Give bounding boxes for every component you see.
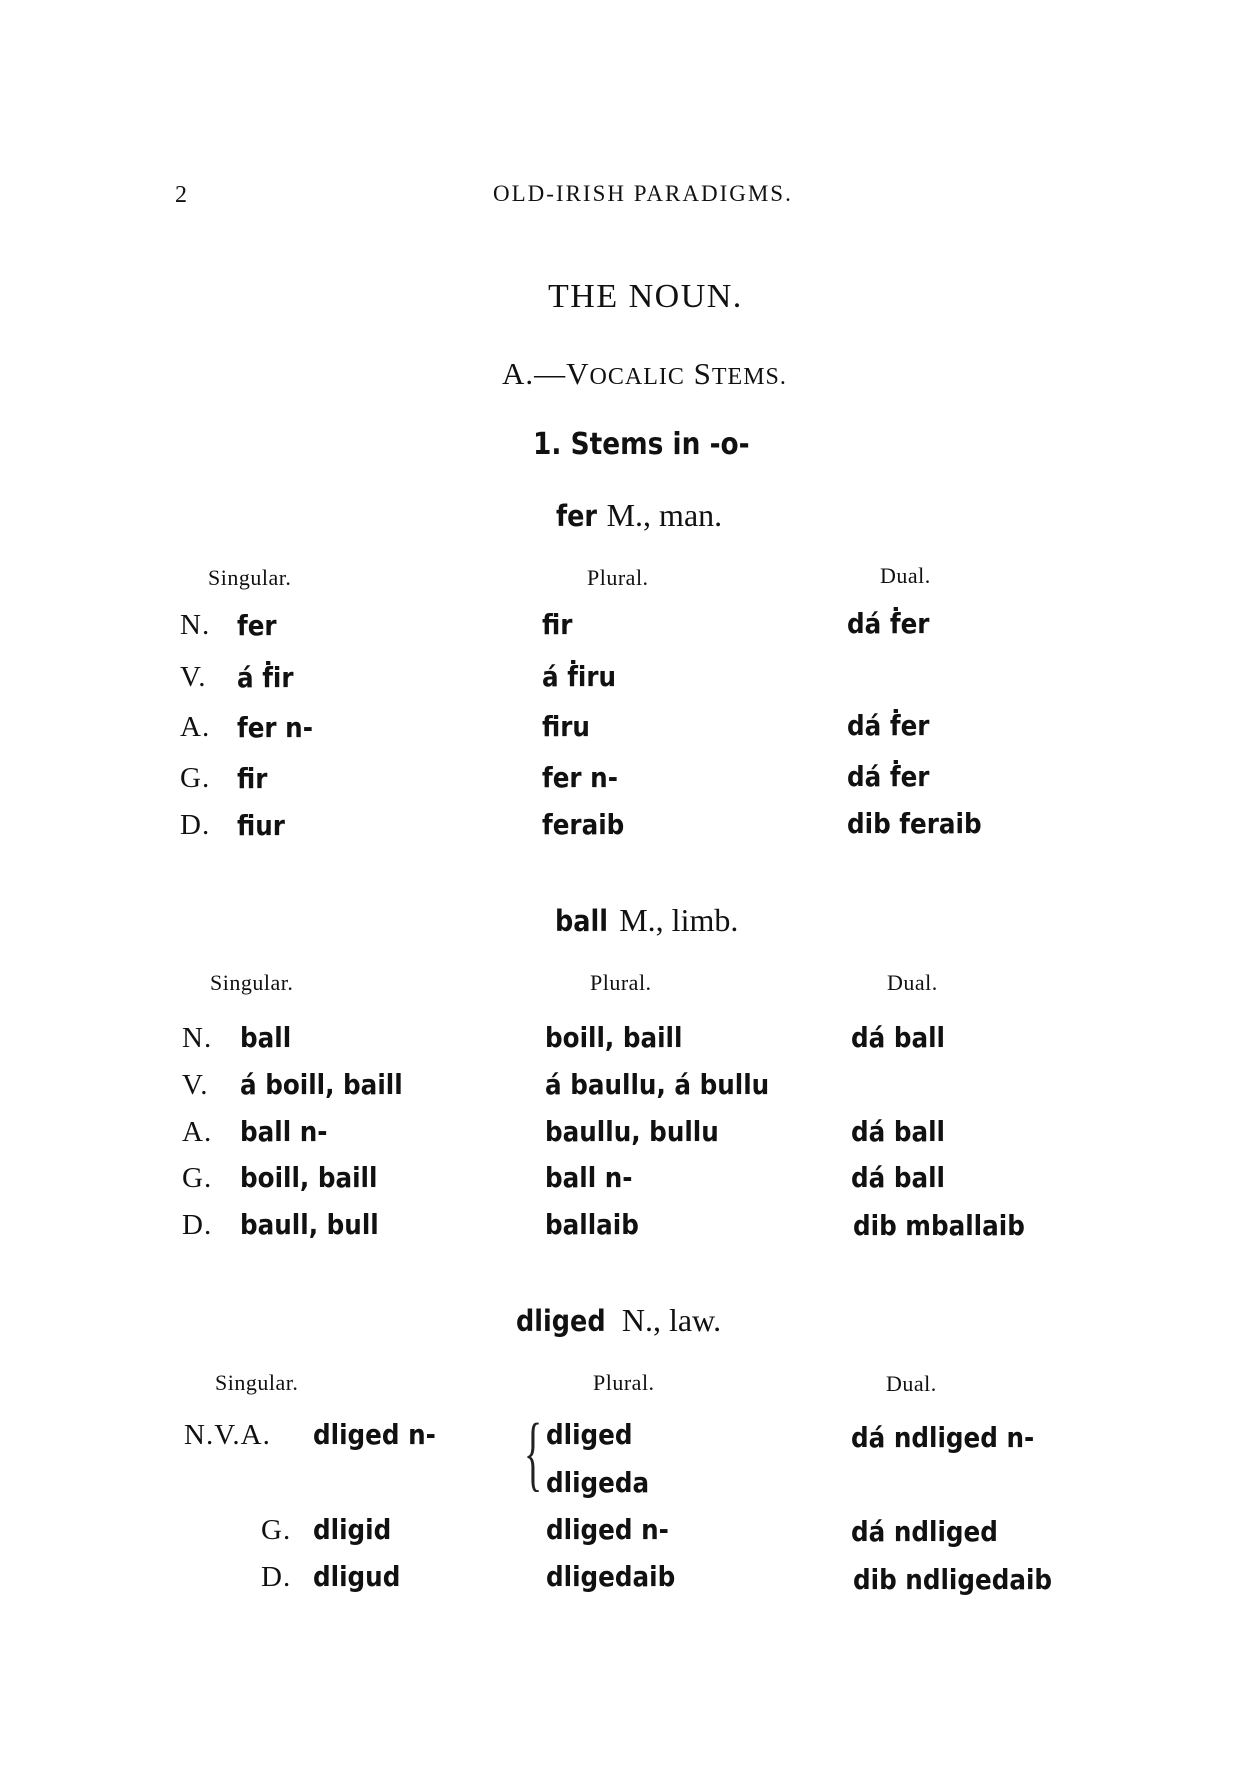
singular-form: dliged n- (313, 1418, 436, 1451)
singular-form: ball n- (240, 1115, 328, 1148)
section-heading (502, 356, 787, 392)
singular-form: boill, baill (240, 1161, 378, 1194)
plural-form: á baullu, á bullu (545, 1068, 770, 1101)
curly-brace: { (524, 1407, 543, 1500)
column-header-singular: Singular. (210, 970, 294, 995)
dual-form: dá ḟer (847, 607, 930, 640)
dual-form: dib mballaib (853, 1209, 1025, 1242)
plural-form: dligedaib (546, 1560, 676, 1593)
dual-form: dá ball (851, 1115, 946, 1148)
singular-form: fer n- (237, 711, 313, 744)
dual-form: dá ndliged n- (851, 1421, 1035, 1454)
plural-form: feraib (542, 808, 625, 841)
paradigm-title-dliged (516, 1302, 721, 1339)
case-label: G. (180, 762, 211, 794)
dual-form: dib feraib (847, 807, 982, 840)
plural-form: ball n- (545, 1161, 633, 1194)
singular-form: fiur (237, 809, 285, 842)
paradigm-title-fer (556, 497, 722, 534)
case-label: G. (261, 1514, 292, 1546)
column-header-dual: Dual. (887, 970, 938, 995)
dual-form: dá ball (851, 1161, 946, 1194)
paradigm-title-ball (555, 902, 738, 939)
case-label: N. (180, 609, 211, 641)
case-label: V. (182, 1069, 209, 1101)
column-header-singular: Singular. (215, 1370, 299, 1395)
case-label: A. (182, 1116, 213, 1148)
singular-form: fer (237, 609, 277, 642)
paradigm-gloss: M., limb. (619, 902, 739, 938)
column-header-plural: Plural. (587, 565, 649, 590)
case-label: D. (261, 1561, 292, 1593)
paradigm-word: ball (555, 904, 608, 938)
column-header-plural: Plural. (593, 1370, 655, 1395)
dual-form: dib ndligedaib (853, 1563, 1053, 1596)
case-label: V. (180, 661, 207, 693)
singular-form: dligid (313, 1513, 392, 1546)
singular-form: baull, bull (240, 1208, 379, 1241)
singular-form: ball (240, 1021, 292, 1054)
section-word-2-rest: TEMS. (711, 364, 787, 390)
singular-form: á boill, baill (240, 1068, 403, 1101)
singular-form: á ḟir (237, 661, 294, 694)
paradigm-gloss: M., man. (606, 497, 723, 533)
dual-form: dá ball (851, 1021, 946, 1054)
plural-form: baullu, bullu (545, 1115, 719, 1148)
section-word-2-initial: S (693, 356, 712, 391)
paradigm-gloss: N., law. (621, 1302, 722, 1338)
running-title: OLD-IRISH PARADIGMS. (493, 181, 793, 206)
dual-form: dá ndliged (851, 1515, 998, 1548)
plural-form: dliged (546, 1418, 633, 1451)
subsection-heading: 1. Stems in -o- (533, 427, 750, 462)
chapter-title: THE NOUN. (548, 278, 743, 315)
paradigm-word: fer (556, 499, 598, 533)
column-header-singular: Singular. (208, 565, 292, 590)
case-label: D. (180, 809, 211, 841)
plural-form: fir (542, 608, 573, 641)
column-header-dual: Dual. (880, 563, 931, 588)
plural-form: dliged n- (546, 1513, 669, 1546)
section-word-1-initial: V (566, 356, 590, 391)
section-prefix: A.— (502, 356, 567, 391)
singular-form: dligud (313, 1560, 401, 1593)
plural-form: firu (542, 710, 590, 743)
case-label: G. (182, 1162, 213, 1194)
page-number: 2 (175, 182, 187, 208)
dual-form: dá ḟer (847, 709, 930, 742)
plural-form: dligeda (546, 1466, 650, 1499)
case-label: A. (180, 711, 211, 743)
case-label: D. (182, 1209, 213, 1241)
case-label: N.V.A. (184, 1419, 271, 1451)
plural-form: ballaib (545, 1208, 639, 1241)
column-header-plural: Plural. (590, 970, 652, 995)
plural-form: fer n- (542, 761, 618, 794)
singular-form: fir (237, 762, 268, 795)
paradigm-word: dliged (516, 1304, 606, 1338)
dual-form: dá ḟer (847, 760, 930, 793)
plural-form: á ḟiru (542, 660, 617, 693)
plural-form: boill, baill (545, 1021, 683, 1054)
section-word-1-rest: OCALIC (589, 364, 685, 390)
case-label: N. (182, 1022, 213, 1054)
column-header-dual: Dual. (886, 1371, 937, 1396)
